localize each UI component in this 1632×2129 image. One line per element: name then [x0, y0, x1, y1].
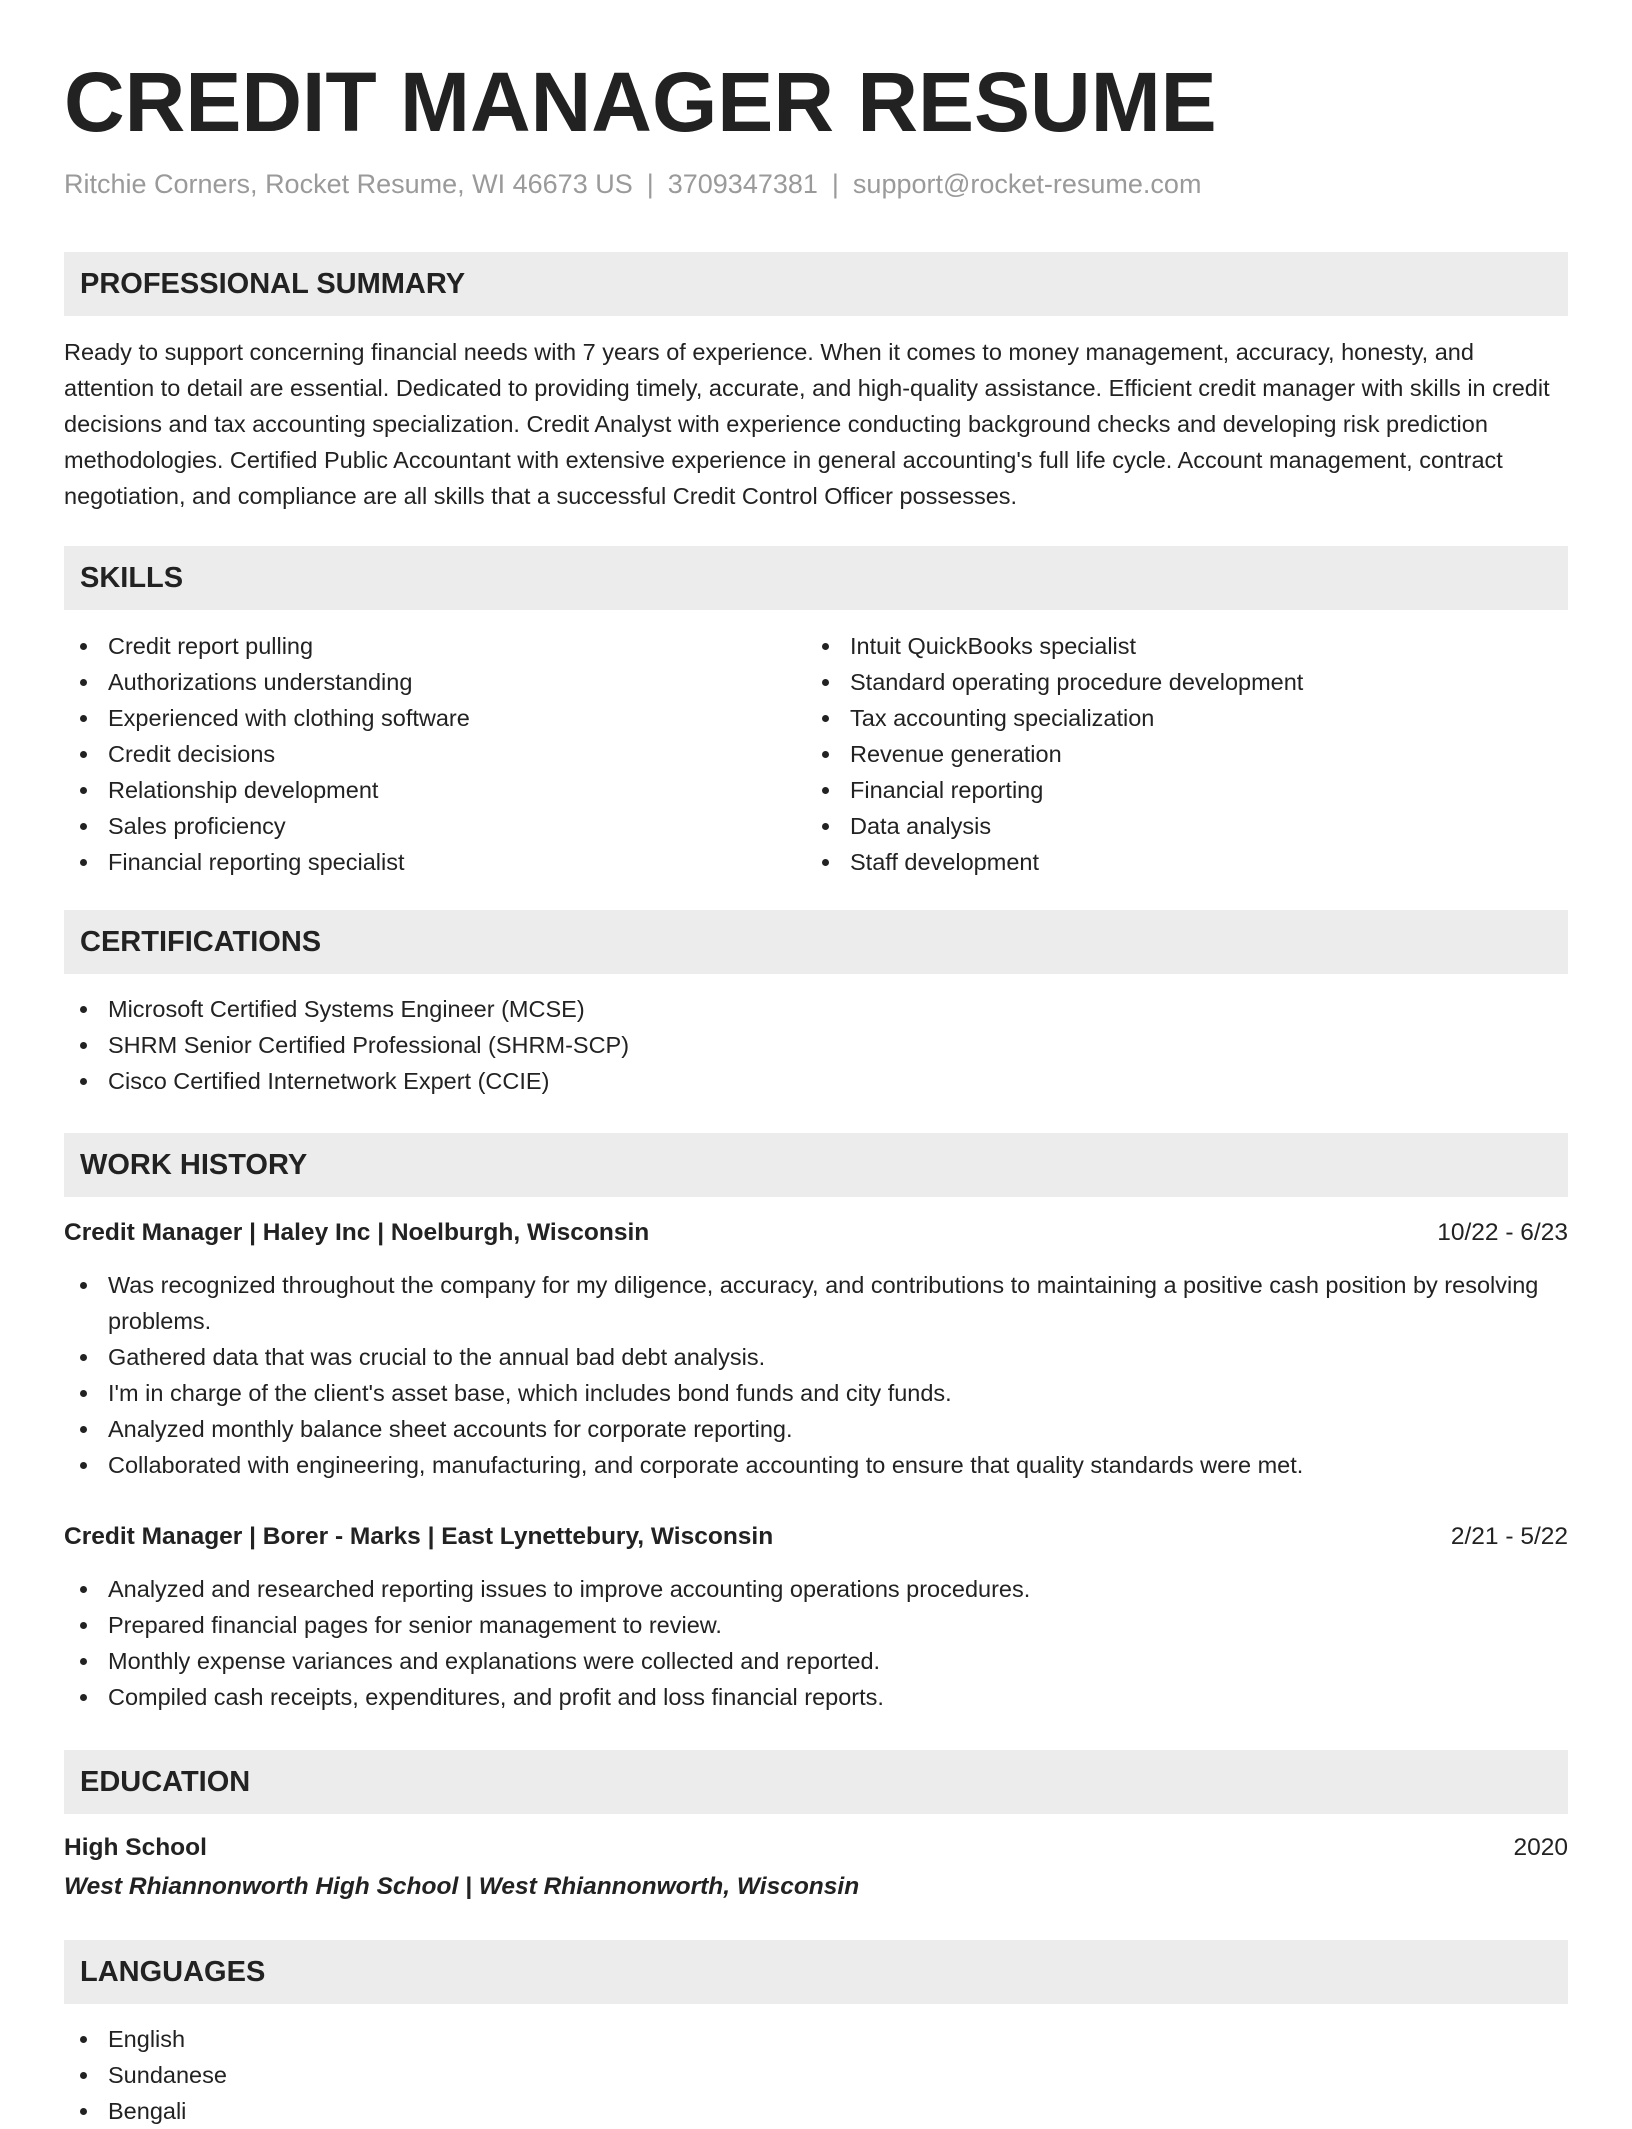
education-header	[64, 1830, 1568, 1866]
skill-item: Experienced with clothing software	[64, 700, 804, 736]
job-bullet: Analyzed and researched reporting issues to improve accounting operations procedures.	[64, 1571, 1568, 1607]
language-item: English	[64, 2021, 1568, 2057]
job-bullet: Analyzed monthly balance sheet accounts for corporate reporting.	[64, 1411, 1568, 1447]
job-dates: 10/22 - 6/23	[1437, 1219, 1568, 1246]
skill-item: Staff development	[806, 844, 1566, 880]
contact-separator: |	[646, 169, 654, 199]
job-bullet: Prepared financial pages for senior management to review.	[64, 1607, 1568, 1643]
certifications-list	[64, 991, 1568, 1099]
job-bullet: Gathered data that was crucial to the annual bad debt analysis.	[64, 1339, 1568, 1375]
job-title: Credit Manager | Haley Inc | Noelburgh, Wisconsin	[64, 1219, 650, 1246]
education-year: 2020	[1513, 1834, 1568, 1861]
section-heading-work-history: WORK HISTORY	[64, 1133, 1568, 1197]
job-bullet: Compiled cash receipts, expenditures, and profit and loss financial reports.	[64, 1679, 1568, 1715]
section-heading-languages: LANGUAGES	[64, 1940, 1568, 2004]
job-bullets	[64, 1267, 1568, 1483]
job-bullet: Collaborated with engineering, manufacturing, and corporate accounting to ensure that quality standards were met.	[64, 1447, 1568, 1483]
job-header	[64, 1519, 1568, 1555]
skill-item: Relationship development	[64, 772, 804, 808]
certification-item: Microsoft Certified Systems Engineer (MCSE)	[64, 991, 1568, 1027]
job-bullet: I'm in charge of the client's asset base, which includes bond funds and city funds.	[64, 1375, 1568, 1411]
resume-title: CREDIT MANAGER RESUME	[64, 55, 1217, 149]
contact-line	[64, 166, 1201, 202]
skill-item: Financial reporting	[806, 772, 1566, 808]
education-degree: High School	[64, 1834, 207, 1861]
skills-list-left	[64, 628, 804, 880]
skill-item: Intuit QuickBooks specialist	[806, 628, 1566, 664]
language-item: Bengali	[64, 2093, 1568, 2129]
skill-item: Tax accounting specialization	[806, 700, 1566, 736]
skill-item: Standard operating procedure development	[806, 664, 1566, 700]
summary-text: Ready to support concerning financial needs with 7 years of experience. When it comes to money management, accuracy, honesty, and attention to detail are essential. Dedicated to providing timely, accurate, and high-quality assistance. Efficient credit manager with skills in credit decisions and tax accounting specialization. Credit Analyst with experience conducting background checks and developing risk prediction methodologies. Certified Public Accountant with extensive experience in general accounting's full life cycle. Account management, contract negotiation, and compliance are all skills that a successful Credit Control Officer possesses.	[64, 339, 1550, 509]
contact-separator: |	[831, 169, 839, 199]
job-header	[64, 1215, 1568, 1251]
skill-item: Revenue generation	[806, 736, 1566, 772]
job-title: Credit Manager | Borer - Marks | East Lynettebury, Wisconsin	[64, 1523, 774, 1550]
skill-item: Credit decisions	[64, 736, 804, 772]
job-bullets	[64, 1571, 1568, 1715]
skills-list-right	[806, 628, 1566, 880]
job-bullet: Monthly expense variances and explanations were collected and reported.	[64, 1643, 1568, 1679]
contact-phone: 3709347381	[667, 169, 818, 199]
section-heading-certifications: CERTIFICATIONS	[64, 910, 1568, 974]
skill-item: Financial reporting specialist	[64, 844, 804, 880]
section-heading-skills: SKILLS	[64, 546, 1568, 610]
languages-list	[64, 2021, 1568, 2129]
section-heading-education: EDUCATION	[64, 1750, 1568, 1814]
skill-item: Credit report pulling	[64, 628, 804, 664]
education-school: West Rhiannonworth High School | West Rhiannonworth, Wisconsin	[64, 1873, 860, 1900]
contact-address: Ritchie Corners, Rocket Resume, WI 46673 US	[64, 169, 633, 199]
skill-item: Authorizations understanding	[64, 664, 804, 700]
contact-email[interactable]: support@rocket-resume.com	[852, 169, 1202, 199]
section-heading-summary: PROFESSIONAL SUMMARY	[64, 252, 1568, 316]
language-item: Sundanese	[64, 2057, 1568, 2093]
job-dates: 2/21 - 5/22	[1450, 1523, 1568, 1550]
job-bullet: Was recognized throughout the company for my diligence, accuracy, and contributions to maintaining a positive cash position by resolving problems.	[64, 1267, 1568, 1339]
skill-item: Data analysis	[806, 808, 1566, 844]
certification-item: Cisco Certified Internetwork Expert (CCIE)	[64, 1063, 1568, 1099]
certification-item: SHRM Senior Certified Professional (SHRM-SCP)	[64, 1027, 1568, 1063]
skill-item: Sales proficiency	[64, 808, 804, 844]
